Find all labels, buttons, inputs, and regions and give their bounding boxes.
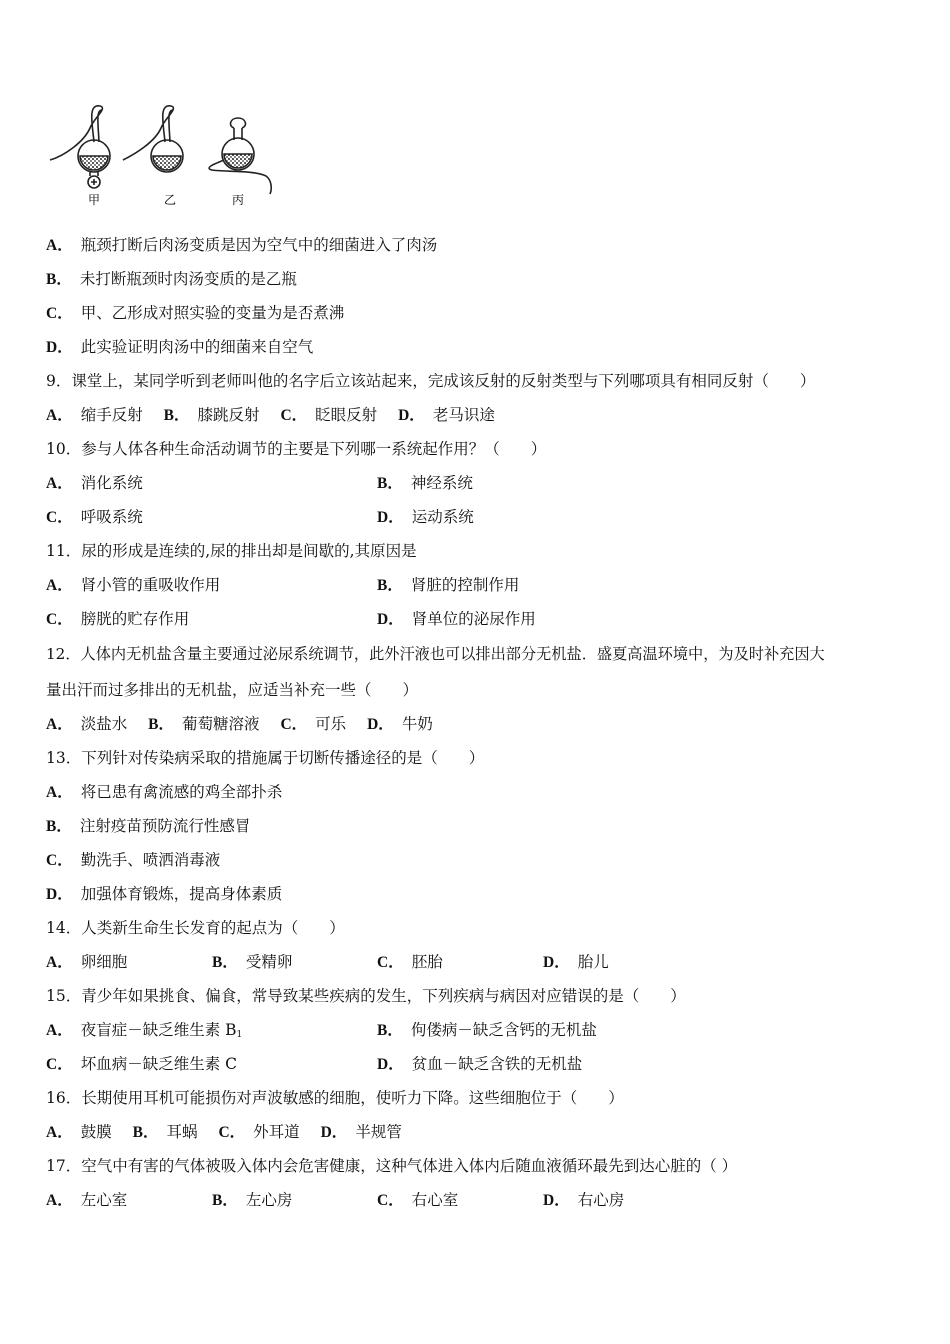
option-text: 缩手反射 xyxy=(80,406,143,424)
option-text: 外耳道 xyxy=(253,1123,300,1141)
option-text: 卵细胞 xyxy=(80,953,128,971)
q8-option-d xyxy=(46,337,313,357)
option-text: 此实验证明肉汤中的细菌来自空气 xyxy=(80,338,314,356)
option-label: C． xyxy=(46,305,73,322)
option-label: A． xyxy=(46,577,73,594)
label-yi: 乙 xyxy=(164,193,177,207)
option-text: 半规管 xyxy=(355,1123,402,1141)
q11-stem: 11．尿的形成是连续的,尿的排出却是间歇的,其原因是 xyxy=(46,542,417,560)
option-text: 消化系统 xyxy=(80,474,143,492)
q13-option-b xyxy=(46,816,250,836)
option-label: B． xyxy=(377,577,403,594)
q13-option-c xyxy=(46,850,220,870)
q10-option-c xyxy=(46,507,143,527)
option-label: A． xyxy=(46,1124,73,1141)
q13-option-d xyxy=(46,884,282,904)
option-label: B． xyxy=(377,475,403,492)
option-label: B． xyxy=(132,1124,159,1141)
option-text: 注射疫苗预防流行性感冒 xyxy=(79,817,251,835)
swan-neck-flasks-illustration xyxy=(44,98,284,210)
option-text: 肾单位的泌尿作用 xyxy=(411,610,536,628)
q15-option-b xyxy=(377,1020,597,1040)
q16-options xyxy=(46,1122,402,1142)
q15-stem: 15．青少年如果挑食、偏食，常导致某些疾病的发生，下列疾病与病因对应错误的是（ ） xyxy=(46,987,686,1005)
option-label: B． xyxy=(212,1192,238,1209)
option-label: A． xyxy=(46,1192,73,1209)
option-text: 右心室 xyxy=(411,1191,459,1209)
option-label: D． xyxy=(367,716,394,733)
option-label: C． xyxy=(280,716,308,733)
q17-stem: 17．空气中有害的气体被吸入体内会危害健康，这种气体进入体内后随血液循环最先到达心脏的（ ） xyxy=(46,1157,738,1175)
option-label: A． xyxy=(46,954,73,971)
label-bing: 丙 xyxy=(232,193,245,207)
option-text: 右心房 xyxy=(577,1191,625,1209)
option-text: 肾小管的重吸收作用 xyxy=(80,576,221,594)
q11-option-a xyxy=(46,575,220,595)
option-label: C． xyxy=(46,852,73,869)
q12-options xyxy=(46,714,433,734)
q16-stem: 16．长期使用耳机可能损伤对声波敏感的细胞，使听力下降。这些细胞位于（ ） xyxy=(46,1089,624,1107)
option-label: D． xyxy=(46,886,73,903)
option-label: C． xyxy=(218,1124,246,1141)
flask-bing xyxy=(209,118,271,194)
q8-option-c xyxy=(46,303,344,323)
option-text: 葡萄糖溶液 xyxy=(182,715,260,733)
q11-option-b xyxy=(377,575,519,595)
option-label: A． xyxy=(46,237,73,254)
option-label: B． xyxy=(377,1022,403,1039)
option-label: C． xyxy=(377,1192,404,1209)
option-text: 受精卵 xyxy=(245,953,293,971)
option-label: C． xyxy=(280,407,308,424)
option-label: A． xyxy=(46,784,73,801)
q15-option-d xyxy=(377,1054,582,1074)
q10-stem: 10．参与人体各种生命活动调节的主要是下列哪一系统起作用？（ ） xyxy=(46,440,547,458)
q10-options-row1 xyxy=(46,473,143,493)
subscript: 1 xyxy=(236,1030,243,1040)
option-text: 老马识途 xyxy=(432,406,495,424)
option-label: D． xyxy=(46,339,73,356)
option-text: 将已患有禽流感的鸡全部扑杀 xyxy=(80,783,283,801)
option-label: D． xyxy=(377,509,404,526)
option-text: 未打断瓶颈时肉汤变质的是乙瓶 xyxy=(79,270,297,288)
option-label: C． xyxy=(46,509,73,526)
option-text: 左心房 xyxy=(245,1191,293,1209)
option-label: A． xyxy=(46,475,73,492)
option-text: 胎儿 xyxy=(577,953,609,971)
option-text: 瓶颈打断后肉汤变质是因为空气中的细菌进入了肉汤 xyxy=(80,236,438,254)
flask-jia xyxy=(50,106,110,188)
label-jia: 甲 xyxy=(88,193,101,207)
option-text: 可乐 xyxy=(315,715,347,733)
q12-stem-line1: 12．人体内无机盐含量主要通过泌尿系统调节，此外汗液也可以排出部分无机盐．盛夏高温环境中，为及时补充因大 xyxy=(46,645,825,663)
option-text: 肾脏的控制作用 xyxy=(410,576,520,594)
q13-option-a xyxy=(46,782,282,802)
option-text: 勤洗手、喷洒消毒液 xyxy=(80,851,221,869)
option-text: 膀胱的贮存作用 xyxy=(80,610,190,628)
option-text: 耳蜗 xyxy=(166,1123,198,1141)
option-label: D． xyxy=(543,1192,570,1209)
option-label: D． xyxy=(320,1124,348,1141)
option-text: 呼吸系统 xyxy=(80,508,143,526)
q10-option-b xyxy=(377,473,473,493)
q14-stem: 14．人类新生命生长发育的起点为（ ） xyxy=(46,919,345,937)
q9-stem: 9．课堂上，某同学听到老师叫他的名字后立该站起来，完成该反射的反射类型与下列哪项具有相同反射（ ） xyxy=(46,372,816,390)
flask-experiment-figure xyxy=(44,98,284,210)
option-text: 坏血病－缺乏维生素 C xyxy=(80,1055,237,1073)
q14-options xyxy=(46,952,746,972)
option-text: 淡盐水 xyxy=(80,715,128,733)
option-label: A． xyxy=(46,407,73,424)
q9-options xyxy=(46,405,495,425)
q11-option-d xyxy=(377,609,536,629)
option-label: D． xyxy=(543,954,570,971)
option-label: C． xyxy=(377,954,404,971)
option-label: B． xyxy=(212,954,238,971)
option-text: 甲、乙形成对照实验的变量为是否煮沸 xyxy=(80,304,345,322)
option-text: 加强体育锻炼，提高身体素质 xyxy=(80,885,283,903)
option-label: A． xyxy=(46,1022,73,1039)
option-label: C． xyxy=(46,1056,73,1073)
option-text: 眨眼反射 xyxy=(315,406,378,424)
option-label: D． xyxy=(398,407,425,424)
flask-yi xyxy=(123,106,183,172)
option-text: 贫血－缺乏含铁的无机盐 xyxy=(411,1055,583,1073)
option-text: 左心室 xyxy=(80,1191,128,1209)
q13-stem: 13．下列针对传染病采取的措施属于切断传播途径的是（ ） xyxy=(46,749,485,767)
q11-option-c xyxy=(46,609,189,629)
option-label: B． xyxy=(148,716,174,733)
option-text: 胚胎 xyxy=(411,953,443,971)
q8-option-b xyxy=(46,269,297,289)
q8-option-a xyxy=(46,235,437,255)
option-label: B． xyxy=(46,818,72,835)
q15-option-a xyxy=(46,1020,242,1040)
option-text: 夜盲症－缺乏维生素 B xyxy=(80,1021,237,1039)
option-text: 牛奶 xyxy=(401,715,433,733)
option-text: 运动系统 xyxy=(411,508,474,526)
q12-stem-line2: 量出汗而过多排出的无机盐，应适当补充一些（ ） xyxy=(46,681,419,699)
option-text: 神经系统 xyxy=(410,474,473,492)
q15-option-c xyxy=(46,1054,237,1074)
option-label: D． xyxy=(377,1056,404,1073)
option-label: A． xyxy=(46,716,73,733)
option-label: B． xyxy=(46,271,72,288)
q17-options xyxy=(46,1190,746,1210)
option-label: B． xyxy=(163,407,190,424)
option-label: C． xyxy=(46,611,73,628)
option-label: D． xyxy=(377,611,404,628)
q10-option-d xyxy=(377,507,474,527)
option-text: 鼓膜 xyxy=(80,1123,112,1141)
option-text: 膝跳反射 xyxy=(197,406,260,424)
option-text: 佝偻病－缺乏含钙的无机盐 xyxy=(410,1021,597,1039)
